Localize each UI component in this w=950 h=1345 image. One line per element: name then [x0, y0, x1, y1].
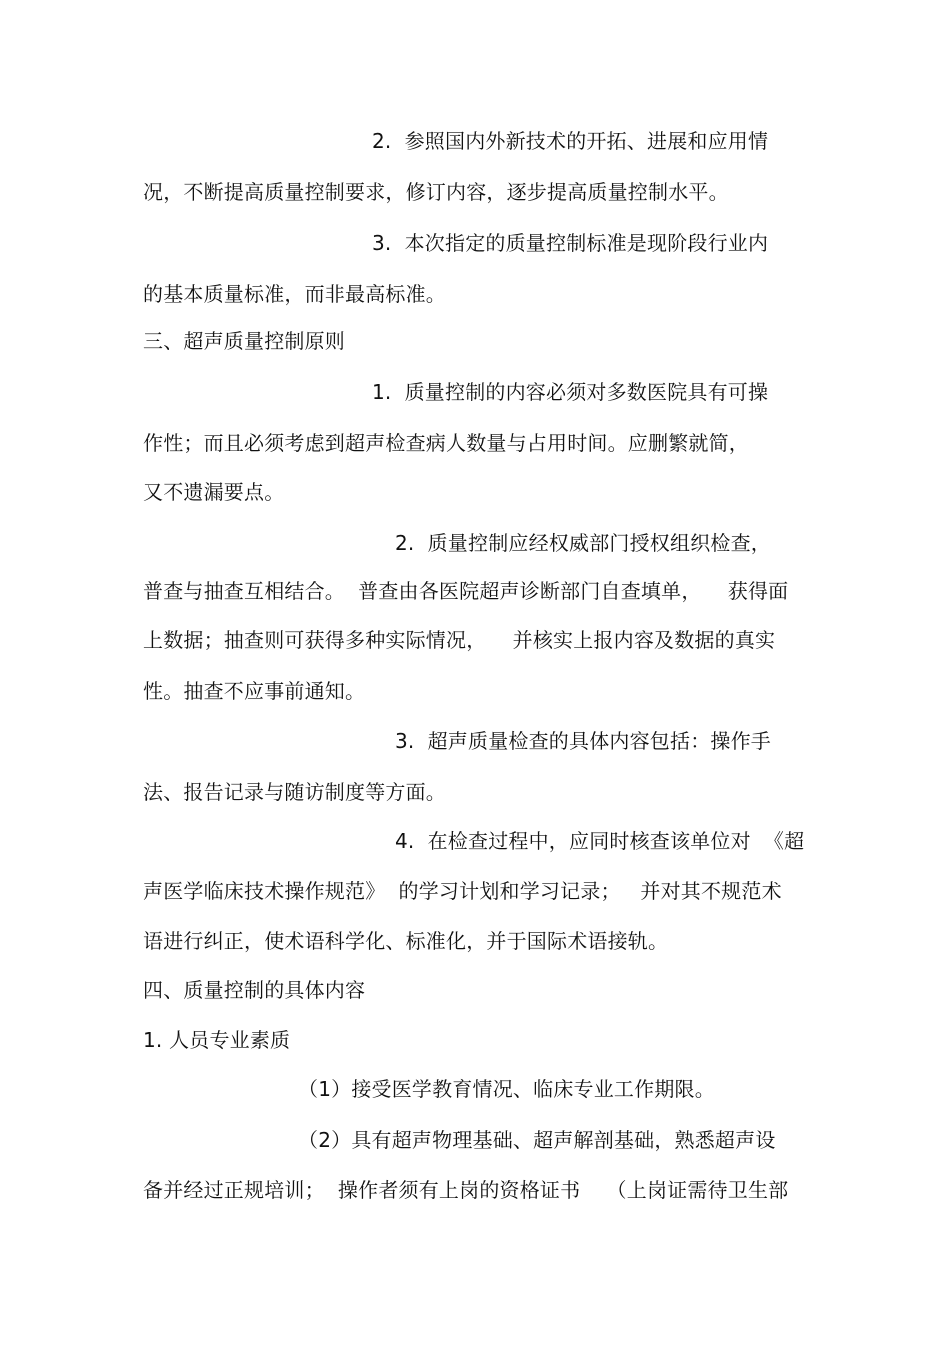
paragraph-line: 4. 在检查过程中，应同时核查该单位对 《超 [395, 829, 805, 853]
paragraph-line: 上数据；抽查则可获得多种实际情况， 并核实上报内容及数据的真实 [143, 628, 776, 652]
paragraph-line: 又不遗漏要点。 [143, 480, 285, 504]
subsection-heading: 1. 人员专业素质 [143, 1028, 291, 1052]
section-heading: 三、超声质量控制原则 [143, 329, 345, 353]
list-item: （2）具有超声物理基础、超声解剖基础，熟悉超声设 [298, 1128, 776, 1152]
paragraph-line: 1. 质量控制的内容必须对多数医院具有可操 [372, 380, 769, 404]
paragraph-line: 3. 超声质量检查的具体内容包括：操作手 [395, 729, 771, 753]
paragraph-line: 法、报告记录与随访制度等方面。 [143, 780, 446, 804]
section-heading: 四、质量控制的具体内容 [143, 978, 366, 1002]
paragraph-line: 备并经过正规培训； 操作者须有上岗的资格证书 （上岗证需待卫生部 [143, 1178, 789, 1202]
paragraph-line: 作性；而且必须考虑到超声检查病人数量与占用时间。应删繁就简， [143, 431, 749, 455]
paragraph-line: 声医学临床技术操作规范》 的学习计划和学习记录； 并对其不规范术 [143, 879, 782, 903]
paragraph-line: 的基本质量标准，而非最高标准。 [143, 282, 446, 306]
paragraph-line: 2. 质量控制应经权威部门授权组织检查， [395, 531, 771, 555]
paragraph-line: 2. 参照国内外新技术的开拓、进展和应用情 [372, 129, 769, 153]
paragraph-line: 性。抽查不应事前通知。 [143, 679, 366, 703]
paragraph-line: 3. 本次指定的质量控制标准是现阶段行业内 [372, 231, 769, 255]
paragraph-line: 普查与抽查互相结合。 普查由各医院超声诊断部门自查填单， 获得面 [143, 579, 789, 603]
paragraph-line: 语进行纠正，使术语科学化、标准化，并于国际术语接轨。 [143, 929, 669, 953]
list-item: （1）接受医学教育情况、临床专业工作期限。 [298, 1077, 715, 1101]
paragraph-line: 况，不断提高质量控制要求，修订内容，逐步提高质量控制水平。 [143, 180, 729, 204]
